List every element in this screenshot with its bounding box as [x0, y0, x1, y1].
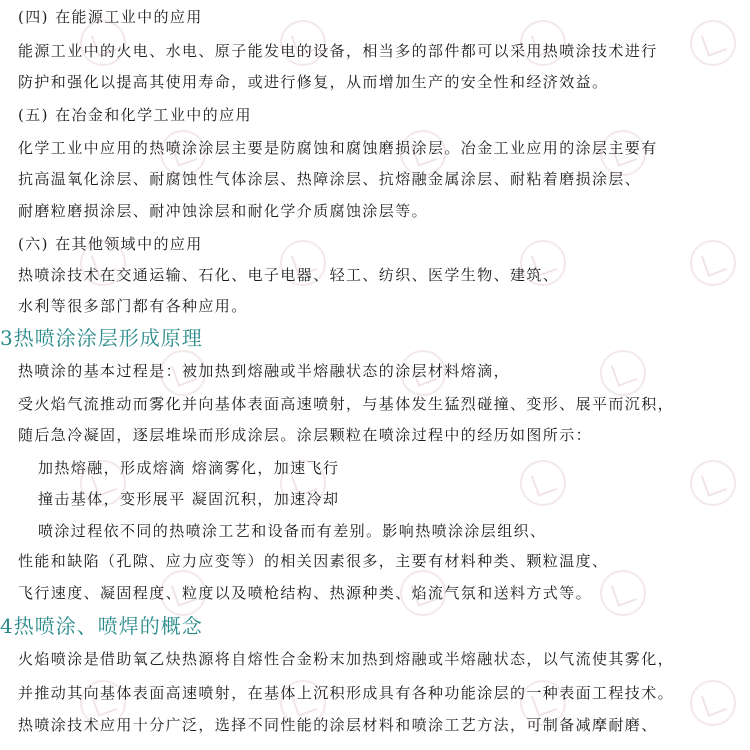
section-heading: (五) 在冶金和化学工业中的应用 [18, 106, 252, 124]
paragraph-line: 能源工业中的火电、水电、原子能发电的设备，相当多的部件都可以采用热喷涂技术进行 [18, 42, 658, 60]
paragraph-line: 热喷涂的基本过程是：被加热到熔融或半熔融状态的涂层材料熔滴， [18, 362, 511, 380]
watermark-logo [690, 240, 736, 286]
section-heading: (六) 在其他领域中的应用 [18, 235, 203, 253]
paragraph-line: 热喷涂技术在交通运输、石化、电子电器、轻工、纺织、医学生物、建筑、 [18, 266, 560, 284]
paragraph-line: 受火焰气流推动而雾化并向基体表面高速喷射，与基体发生猛烈碰撞、变形、展平而沉积， [18, 395, 675, 413]
watermark-logo [690, 460, 736, 506]
paragraph-line: 耐磨粒磨损涂层、耐冲蚀涂层和耐化学介质腐蚀涂层等。 [18, 202, 429, 220]
paragraph-line: 火焰喷涂是借助氧乙炔热源将自熔性合金粉末加热到熔融或半熔融状态，以气流使其雾化， [18, 650, 675, 668]
paragraph-line: 飞行速度、凝固程度、粒度以及喷枪结构、热源种类、焰流气氛和送料方式等。 [18, 584, 593, 602]
paragraph-line: 防护和强化以提高其使用寿命，或进行修复，从而增加生产的安全性和经济效益。 [18, 73, 609, 91]
paragraph-line: 喷涂过程依不同的热喷涂工艺和设备而有差别。影响热喷涂涂层组织、 [38, 522, 547, 540]
watermark-logo [600, 350, 646, 396]
paragraph-line: 热喷涂技术应用十分广泛，选择不同性能的涂层材料和喷涂工艺方法，可制备减摩耐磨、 [18, 716, 658, 734]
paragraph-line: 随后急冷凝固，逐层堆垛而形成涂层。涂层颗粒在喷涂过程中的经历如图所示： [18, 426, 593, 444]
watermark-logo [600, 570, 646, 616]
watermark-logo [690, 20, 736, 66]
process-step-line: 加热熔融，形成熔滴 熔滴雾化，加速飞行 [38, 459, 340, 477]
watermark-logo [520, 460, 566, 506]
chapter-heading: 3热喷涂涂层形成原理 [0, 326, 203, 350]
paragraph-line: 并推动其向基体表面高速喷射，在基体上沉积形成具有各种功能涂层的一种表面工程技术。 [18, 684, 675, 702]
paragraph-line: 抗高温氧化涂层、耐腐蚀性气体涂层、热障涂层、抗熔融金属涂层、耐粘着磨损涂层、 [18, 170, 642, 188]
paragraph-line: 水利等很多部门都有各种应用。 [18, 297, 248, 315]
watermark-logo [690, 680, 736, 726]
process-step-line: 撞击基体，变形展平 凝固沉积，加速冷却 [38, 490, 340, 508]
paragraph-line: 化学工业中应用的热喷涂涂层主要是防腐蚀和腐蚀磨损涂层。冶金工业应用的涂层主要有 [18, 139, 658, 157]
chapter-heading: 4热喷涂、喷焊的概念 [0, 614, 203, 638]
section-heading: (四) 在能源工业中的应用 [18, 8, 203, 26]
paragraph-line: 性能和缺陷（孔隙、应力应变等）的相关因素很多，主要有材料种类、颗粒温度、 [18, 552, 609, 570]
